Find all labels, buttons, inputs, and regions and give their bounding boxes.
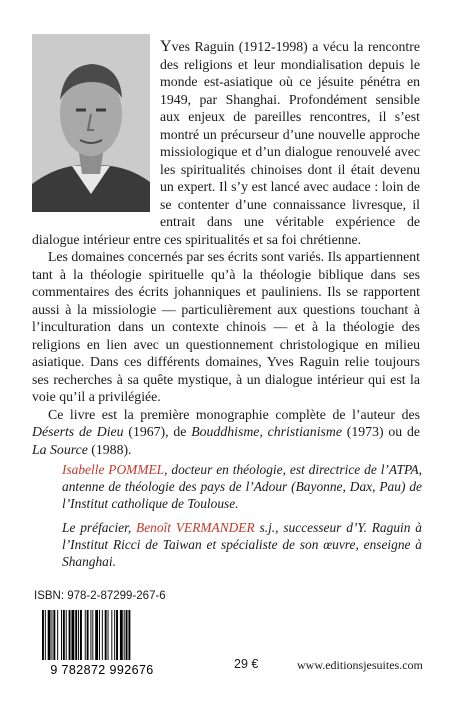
barcode-bar	[124, 610, 125, 660]
book-title-bouddhisme: Bouddhisme, christianisme	[191, 424, 342, 439]
barcode-bar	[102, 610, 103, 660]
paragraph-domains: Les domaines concernés par ses écrits sont variés. Ils appartiennent tant à la théologie spirituelle qu’à la théologie biblique dans ses commentaires des écrits johanniques et pauliniens. Ils se rapportent aussi à la missiologie — particulièrement aux questions touchant à l’inculturation dans un contexte chinois — et à la théologie des religions en lien avec un questionnement christologique en milieu asiatique. Dans ces différents domaines, Yves Raguin relie toujours ses recherches à sa quête mystique, à un dialogue intérieur qui est la voie qu’il a privilégiée.	[32, 249, 420, 404]
barcode-bar	[120, 610, 123, 660]
barcode-bar	[87, 610, 89, 660]
barcode-bar	[53, 610, 55, 660]
monograph-text-c: (1973) ou de	[342, 424, 420, 439]
paragraph-monograph	[32, 406, 420, 459]
barcode-bar	[126, 610, 128, 660]
barcode-bar	[105, 610, 107, 660]
author-bio-paragraph	[62, 461, 422, 512]
barcode-bar	[108, 610, 109, 660]
barcode-bar	[42, 610, 44, 660]
barcode-bar	[128, 610, 130, 660]
barcode-bar	[57, 610, 58, 660]
author-bio	[62, 461, 422, 577]
barcode-bar	[92, 610, 93, 660]
barcode-bar	[111, 610, 112, 660]
preface-author-name: Benoît VERMANDER	[136, 520, 255, 535]
preface-text: s.j., successeur d’Y. Raguin à l’Institut Ricci de Taiwan et spécialiste de son œuvre, enseigne à Shanghai.	[62, 520, 422, 569]
barcode-digits: 9 782872 992676	[50, 663, 154, 676]
monograph-text-d: (1988).	[87, 441, 132, 457]
price: 29 €	[234, 657, 259, 671]
barcode-bar	[99, 610, 100, 660]
barcode-bar	[52, 610, 53, 660]
barcode-bar	[85, 610, 86, 660]
book-title-deserts: Déserts de Dieu	[32, 424, 124, 439]
author-name: Isabelle POMMEL	[62, 462, 165, 477]
barcode-bar	[80, 610, 82, 660]
barcode-bar	[90, 610, 91, 660]
barcode-bar	[71, 610, 74, 660]
barcode-bar	[48, 610, 51, 660]
barcode-bar	[75, 610, 77, 660]
drop-cap: Y	[160, 38, 172, 55]
barcode-bar	[61, 610, 62, 660]
preface-lead: Le préfacier,	[62, 520, 137, 535]
barcode-bar	[95, 610, 98, 660]
barcode-bar	[63, 610, 65, 660]
isbn-label: ISBN: 978-2-87299-267-6	[34, 590, 166, 602]
monograph-text-b: (1967), de	[123, 424, 192, 439]
paragraph-intro-text: ves Raguin (1912-1998) a vécu la rencontre des religions et leur mondialisation depuis le monde est-asiatique où ce jésuite pénétra en 1949, par Shanghai. Profondément sensible aux enjeux de pareilles rencontres, il s’est montré un précurseur d’une nouvelle approche missiologique et d’un dialogue renouvelé avec les spiritualités chinoises dont il était devenu un expert. Il s’y est lancé avec audace : loin de se contenter d’une connaissance livresque, il entrait dans une véritable expérience de dialogue intérieur entre ces spiritualités et sa foi chrétienne.	[32, 39, 420, 247]
barcode-bar	[69, 610, 71, 660]
main-text	[32, 38, 420, 458]
book-title-source: La Source	[32, 441, 88, 457]
barcode-bar	[78, 610, 79, 660]
barcode-bar	[114, 610, 115, 660]
barcode-bar	[116, 610, 118, 660]
preface-paragraph	[62, 519, 422, 570]
website-link[interactable]: www.editionsjesuites.com	[297, 658, 423, 672]
barcode-bar	[45, 610, 46, 660]
author-bio-text: , docteur en théologie, est directrice de l’ATPA, antenne de théologie des pays de l’Adour (Bayonne, Dax, Pau) de l’Institut catholique de Toulouse.	[62, 462, 423, 511]
barcode-bar	[66, 610, 67, 660]
barcode	[32, 608, 172, 676]
monograph-text-a: Ce livre est la première monographie complète de l’auteur des	[48, 406, 420, 422]
